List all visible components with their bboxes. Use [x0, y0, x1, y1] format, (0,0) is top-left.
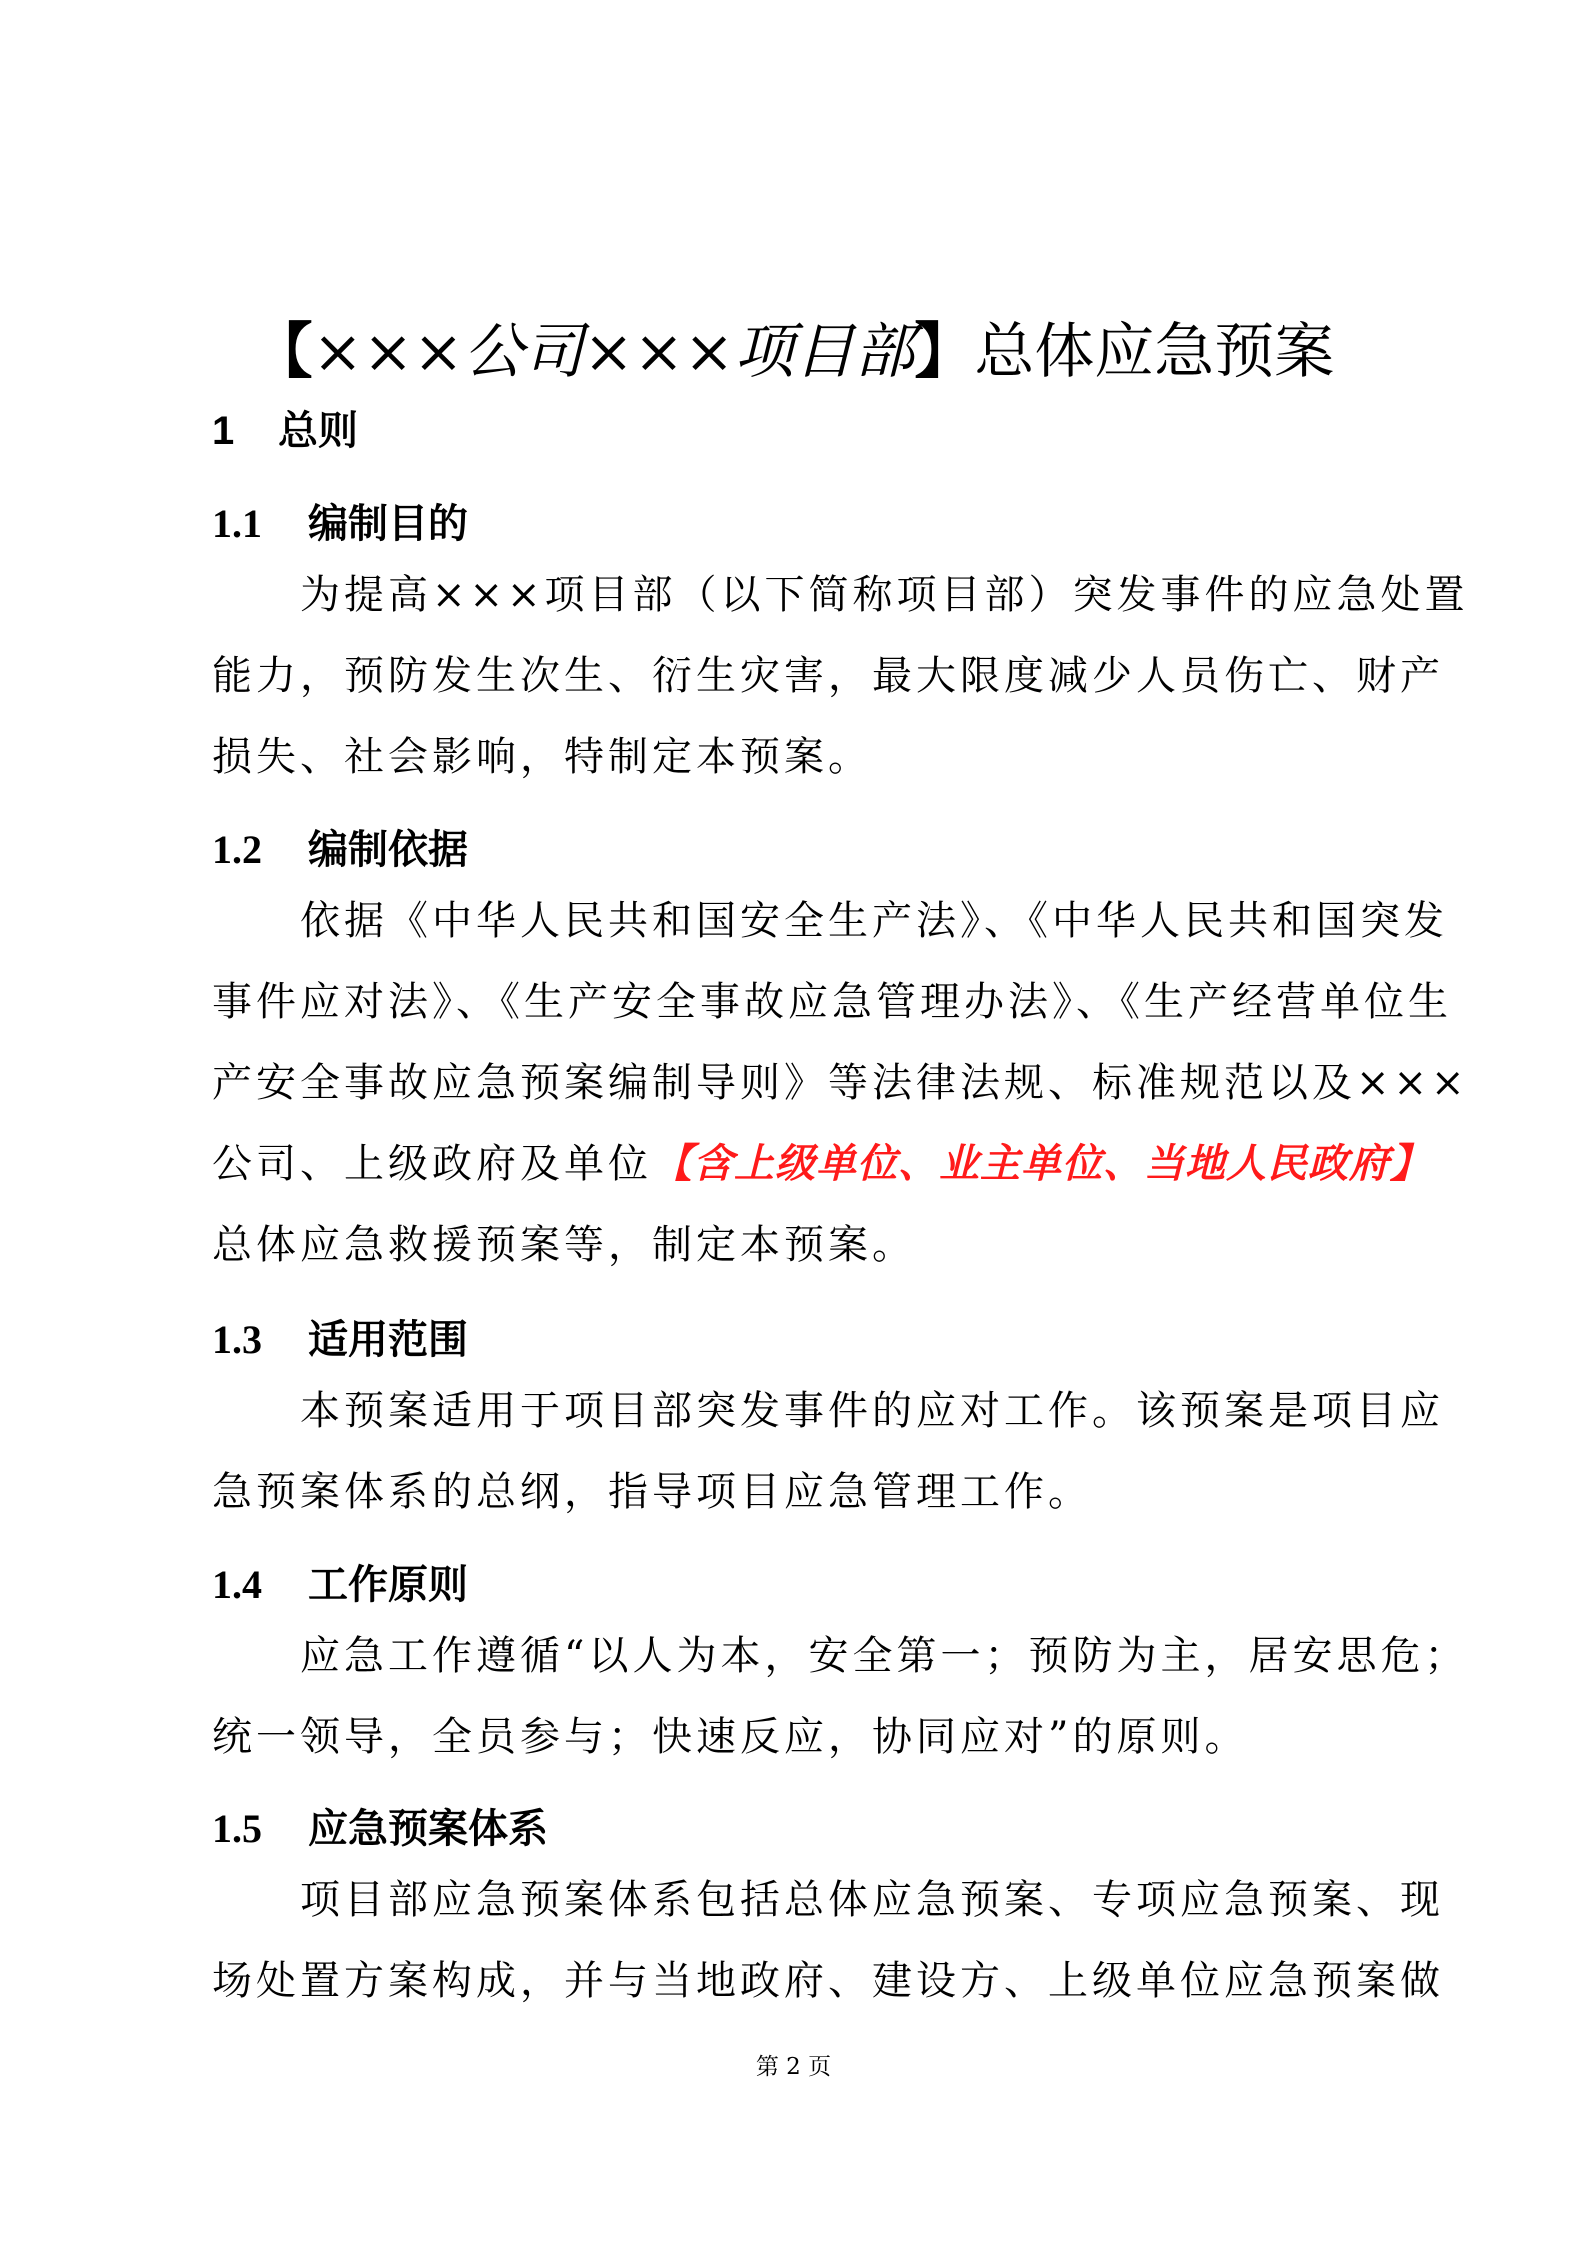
paragraph-line: 能力，预防发生次生、衍生灾害，最大限度减少人员伤亡、财产 [212, 653, 1444, 699]
paragraph-line: 急预案体系的总纲，指导项目应急管理工作。 [212, 1469, 1092, 1515]
section-title: 应急预案体系 [308, 1806, 548, 1852]
line-prefix: 公司、上级政府及单位 [212, 1141, 652, 1187]
section-heading-1-3 [212, 1312, 468, 1368]
section-title: 编制目的 [308, 501, 468, 547]
paragraph-principles [212, 1616, 1469, 1778]
paragraph-line: 为提高×××项目部（以下简称项目部）突发事件的应急处置 [300, 572, 1469, 618]
section-heading-1-1 [212, 496, 468, 552]
section-title: 适用范围 [308, 1317, 468, 1363]
section-heading-1-5 [212, 1801, 548, 1857]
section-number: 1.2 [212, 827, 262, 872]
paragraph-line: 事件应对法》、《生产安全事故应急管理办法》、《生产经营单位生 [212, 979, 1452, 1025]
title-rest: 总体应急预案 [974, 317, 1335, 387]
paragraph-line: 产安全事故应急预案编制导则》等法律法规、标准规范以及××× [212, 1060, 1469, 1106]
page-title [0, 312, 1587, 392]
title-bracket-open: 【 [252, 317, 313, 387]
paragraph-plan-system [212, 1860, 1444, 2022]
page-number: 第 2 页 [755, 2054, 832, 2080]
paragraph-line [212, 1124, 1431, 1205]
paragraph-line: 统一领导，全员参与；快速反应，协同应对”的原则。 [212, 1714, 1249, 1760]
section-heading-1-4 [212, 1557, 468, 1613]
paragraph-line: 场处置方案构成，并与当地政府、建设方、上级单位应急预案做 [212, 1958, 1444, 2004]
paragraph-scope [212, 1371, 1444, 1533]
section-title: 工作原则 [308, 1562, 468, 1608]
section-number: 1 [212, 409, 235, 453]
paragraph-line: 本预案适用于项目部突发事件的应对工作。该预案是项目应 [300, 1388, 1444, 1434]
section-number: 1.5 [212, 1806, 262, 1851]
title-company-project: ×××公司×××项目部 [312, 317, 915, 387]
section-heading-1-2 [212, 822, 468, 878]
paragraph-purpose [212, 555, 1469, 798]
section-number: 1.4 [212, 1562, 262, 1607]
paragraph-line: 项目部应急预案体系包括总体应急预案、专项应急预案、现 [300, 1877, 1444, 1923]
section-title: 总则 [278, 408, 358, 454]
paragraph-basis [212, 881, 1469, 1286]
section-number: 1.1 [212, 501, 262, 546]
section-number: 1.3 [212, 1317, 262, 1362]
section-title: 编制依据 [308, 827, 468, 873]
highlight-placeholder: 【含上级单位、业主单位、当地人民政府】 [652, 1141, 1431, 1187]
title-bracket-close: 】 [914, 317, 975, 387]
paragraph-line: 依据《中华人民共和国安全生产法》、《中华人民共和国突发 [300, 898, 1448, 944]
paragraph-line: 损失、社会影响，特制定本预案。 [212, 734, 872, 780]
paragraph-line: 总体应急救援预案等，制定本预案。 [212, 1222, 916, 1268]
paragraph-line: 应急工作遵循“以人为本，安全第一；预防为主，居安思危； [300, 1633, 1469, 1679]
section-heading-1 [212, 403, 358, 459]
